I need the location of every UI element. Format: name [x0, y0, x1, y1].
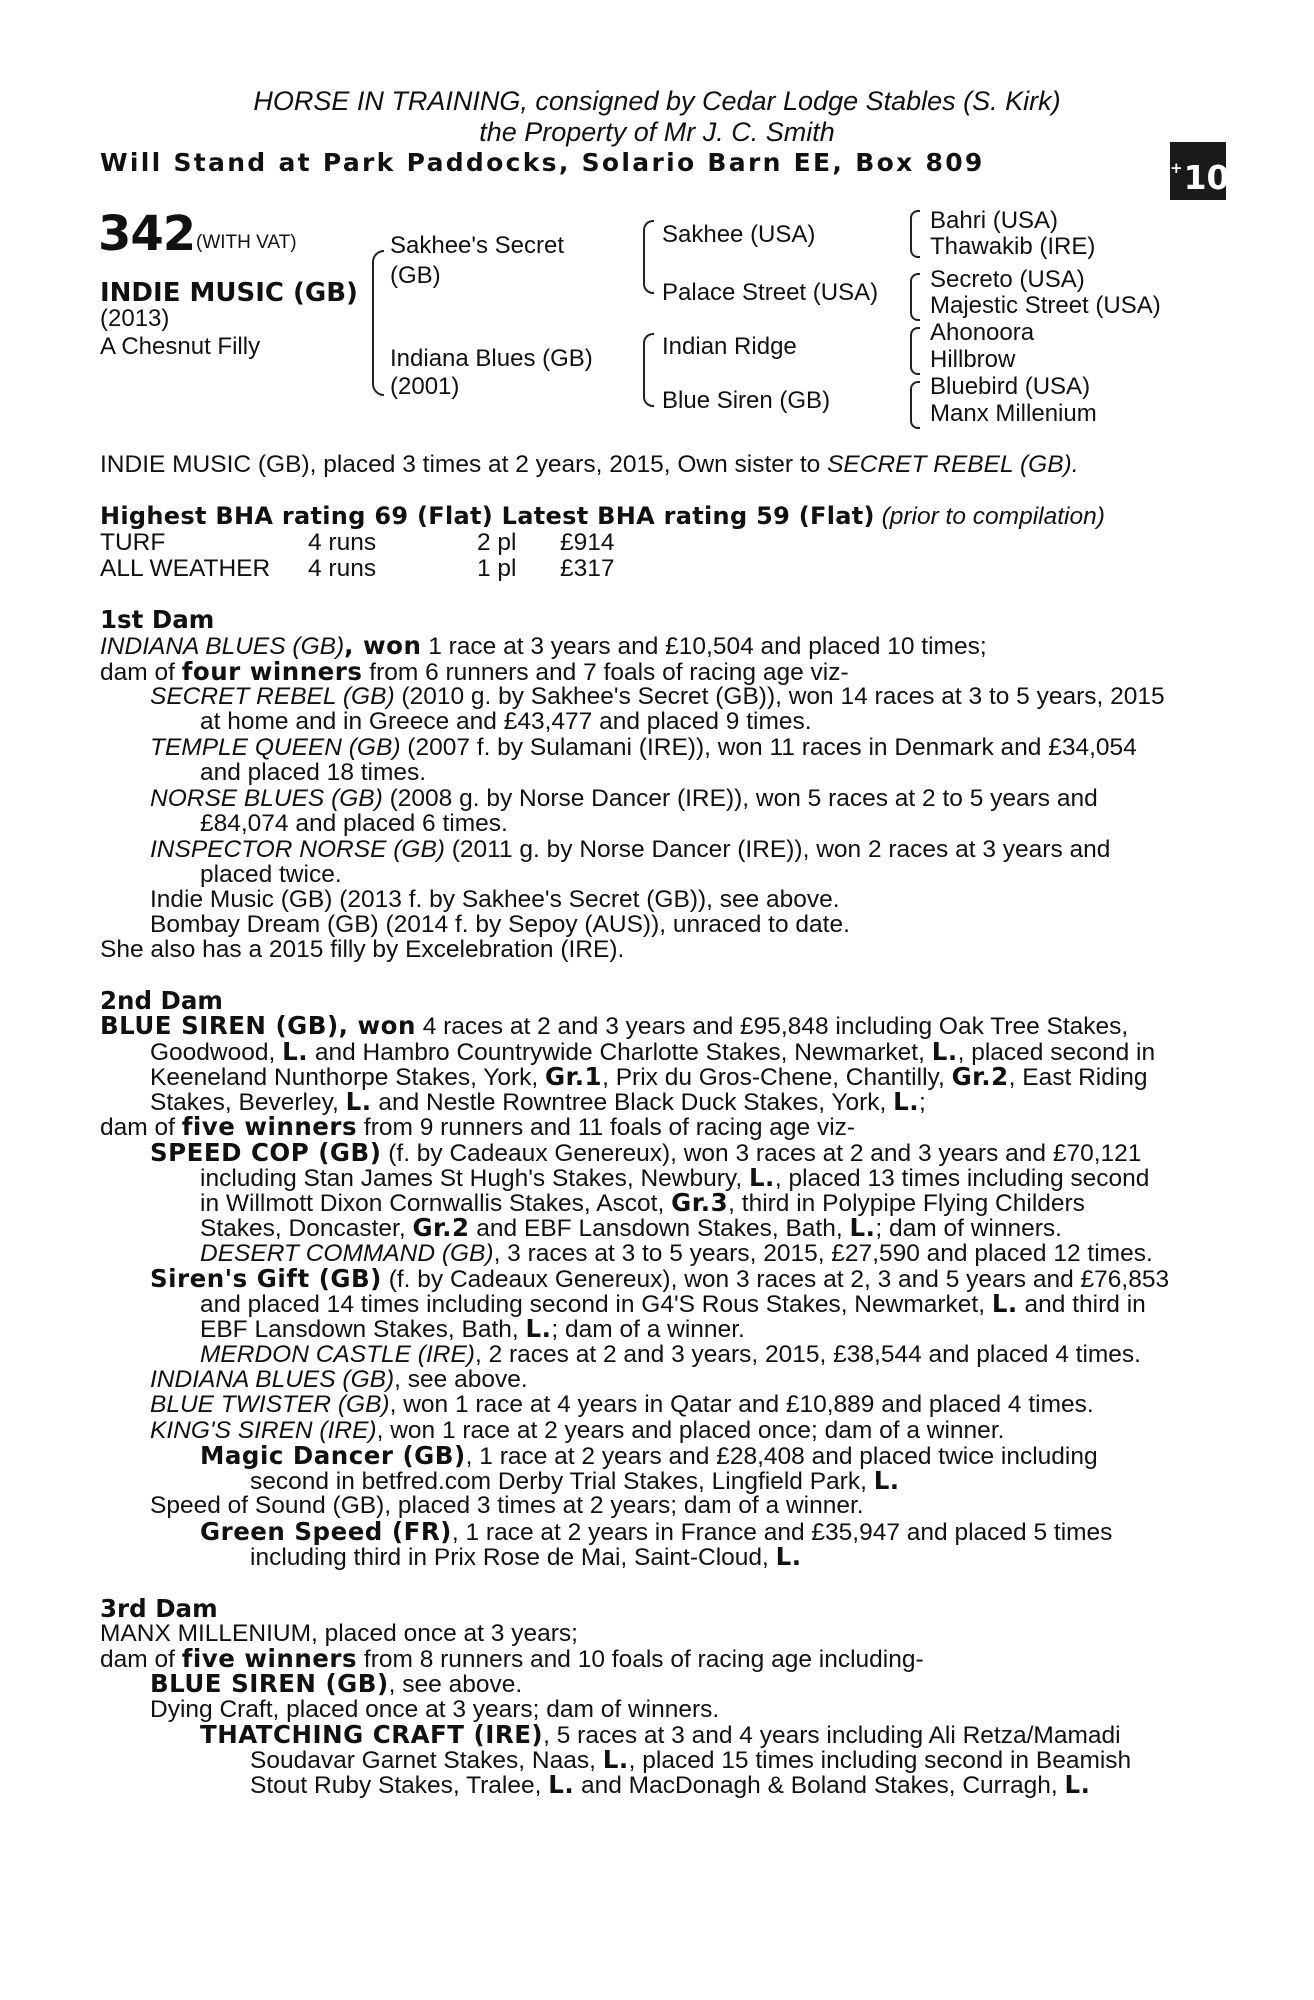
property-line: the Property of Mr J. C. Smith	[479, 117, 835, 147]
progeny-line: BLUE TWISTER (GB), won 1 race at 4 years in Qatar and £10,889 and placed 4 times.	[150, 1391, 1094, 1418]
progeny-line-cont: and placed 18 times.	[200, 759, 427, 786]
progeny-line: Dying Craft, placed once at 3 years; dam of winners.	[150, 1696, 720, 1723]
brace-ds	[910, 327, 920, 375]
progeny-line: SECRET REBEL (GB) (2010 g. by Sakhee's Secret (GB)), won 14 races at 3 to 5 years, 2015	[150, 683, 1165, 710]
grandprogeny-line: DESERT COMMAND (GB), 3 races at 3 to 5 years, 2015, £27,590 and placed 12 times.	[200, 1240, 1153, 1267]
progeny-line-cont: Stakes, Doncaster, Gr.2 and EBF Lansdown Stakes, Bath, L.; dam of winners.	[200, 1213, 1062, 1242]
brace-sire-dam	[372, 250, 384, 396]
progeny-line-cont: at home and in Greece and £43,477 and placed 9 times.	[200, 708, 812, 735]
grandprogeny-line: Magic Dancer (GB), 1 race at 2 years and £28,408 and placed twice including	[200, 1441, 1098, 1470]
bha-rating: Highest BHA rating 69 (Flat) Latest BHA rating 59 (Flat) (prior to compilation)	[100, 502, 1105, 530]
second-dam-line-cont: Goodwood, L. and Hambro Countrywide Charlotte Stakes, Newmarket, L., placed second in	[150, 1037, 1156, 1066]
sire-origin: (GB)	[390, 262, 441, 289]
record-placings: 1 pl	[477, 555, 517, 582]
horse-year: (2013)	[100, 305, 170, 332]
stand-location: Will Stand at Park Paddocks, Solario Barn EE, Box 809	[100, 148, 985, 177]
record-prize: £317	[560, 555, 615, 582]
sire-dam-sire: Secreto (USA)	[930, 266, 1085, 293]
progeny-line: Indie Music (GB) (2013 f. by Sakhee's Secret (GB)), see above.	[150, 886, 840, 913]
progeny-line-cont: EBF Lansdown Stakes, Bath, L.; dam of a winner.	[200, 1314, 745, 1343]
grandprogeny-line: THATCHING CRAFT (IRE), 5 races at 3 and 4 years including Ali Retza/Mamadi	[200, 1720, 1121, 1749]
progeny-line: Bombay Dream (GB) (2014 f. by Sepoy (AUS)), unraced to date.	[150, 911, 850, 938]
progeny-line: INSPECTOR NORSE (GB) (2011 g. by Norse Dancer (IRE)), won 2 races at 3 years and	[150, 836, 1111, 863]
third-dam-line: MANX MILLENIUM, placed once at 3 years;	[100, 1620, 578, 1647]
progeny-line-cont: including Stan James St Hugh's Stakes, Newbury, L., placed 13 times including second	[200, 1163, 1150, 1192]
second-dam-heading: 2nd Dam	[100, 986, 223, 1015]
progeny-line: NORSE BLUES (GB) (2008 g. by Norse Dancer (IRE)), won 5 races at 2 to 5 years and	[150, 785, 1098, 812]
sire-dam-dam: Majestic Street (USA)	[930, 292, 1161, 319]
lot-number: 342	[98, 206, 196, 262]
dam-dam: Blue Siren (GB)	[662, 387, 831, 414]
horse-description: A Chesnut Filly	[100, 333, 261, 360]
brace-sd	[910, 273, 920, 321]
consignor-line: HORSE IN TRAINING, consigned by Cedar Lodge Stables (S. Kirk)	[253, 86, 1061, 116]
progeny-line: SPEED COP (GB) (f. by Cadeaux Genereux), won 3 races at 2 and 3 years and £70,121	[150, 1138, 1142, 1167]
progeny-line: BLUE SIREN (GB), see above.	[150, 1669, 523, 1698]
grandprogeny-line-cont: Soudavar Garnet Stakes, Naas, L., placed 15 times including second in Beamish	[250, 1745, 1132, 1774]
dam-year: (2001)	[390, 373, 460, 400]
progeny-line-cont: placed twice.	[200, 861, 342, 888]
sire-dam: Palace Street (USA)	[662, 279, 879, 306]
progeny-line: Speed of Sound (GB), placed 3 times at 2 years; dam of a winner.	[150, 1492, 864, 1519]
record-surface: ALL WEATHER	[100, 555, 271, 582]
dam-sire-dam: Hillbrow	[930, 346, 1016, 373]
second-dam-line: BLUE SIREN (GB), won 4 races at 2 and 3 years and £95,848 including Oak Tree Stakes,	[100, 1011, 1129, 1040]
record-surface: TURF	[100, 529, 166, 556]
progeny-line: KING'S SIREN (IRE), won 1 race at 2 years and placed once; dam of a winner.	[150, 1417, 1005, 1444]
record-runs: 4 runs	[308, 555, 377, 582]
record-runs: 4 runs	[308, 529, 377, 556]
brace-dd	[910, 381, 920, 429]
brace-sire-parents	[643, 220, 654, 294]
sire: Sakhee's Secret	[390, 232, 565, 259]
progeny-line: TEMPLE QUEEN (GB) (2007 f. by Sulamani (IRE)), won 11 races in Denmark and £34,054	[150, 734, 1137, 761]
progeny-line: Siren's Gift (GB) (f. by Cadeaux Genereux), won 3 races at 2, 3 and 5 years and £76,853	[150, 1264, 1170, 1293]
sire-sire-sire: Bahri (USA)	[930, 207, 1059, 234]
dam-dam-sire: Bluebird (USA)	[930, 373, 1091, 400]
sire-sire-dam: Thawakib (IRE)	[930, 233, 1096, 260]
third-dam-produce-summary: dam of five winners from 8 runners and 10 foals of racing age including-	[100, 1644, 924, 1673]
grandprogeny-line: MERDON CASTLE (IRE), 2 races at 2 and 3 years, 2015, £38,544 and placed 4 times.	[200, 1341, 1141, 1368]
grandprogeny-line-cont: second in betfred.com Derby Trial Stakes, Lingfield Park, L.	[250, 1466, 900, 1495]
first-dam-heading: 1st Dam	[100, 605, 215, 634]
dam: Indiana Blues (GB)	[390, 345, 593, 372]
first-dam-line: INDIANA BLUES (GB), won 1 race at 3 years and £10,504 and placed 10 times;	[100, 631, 987, 660]
brace-ss	[910, 210, 920, 258]
vat-note: (WITH VAT)	[196, 232, 297, 253]
sire-sire: Sakhee (USA)	[662, 221, 816, 248]
grandprogeny-line-cont: including third in Prix Rose de Mai, Saint-Cloud, L.	[250, 1542, 802, 1571]
third-dam-heading: 3rd Dam	[100, 1594, 218, 1623]
first-dam-produce-summary: dam of four winners from 6 runners and 7 foals of racing age viz-	[100, 657, 849, 686]
dam-dam-dam: Manx Millenium	[930, 400, 1097, 427]
brace-dam-parents	[643, 333, 654, 407]
dam-sire: Indian Ridge	[662, 333, 797, 360]
horse-name: INDIE MUSIC (GB)	[100, 278, 358, 308]
progeny-line-cont: and placed 14 times including second in G4'S Rous Stakes, Newmarket, L. and third in	[200, 1289, 1146, 1318]
second-dam-line-cont: Keeneland Nunthorpe Stakes, York, Gr.1, Prix du Gros-Chene, Chantilly, Gr.2, East Riding	[150, 1062, 1148, 1091]
grandprogeny-line-cont: Stout Ruby Stakes, Tralee, L. and MacDonagh & Boland Stakes, Curragh, L.	[250, 1770, 1091, 1799]
second-dam-produce-summary: dam of five winners from 9 runners and 11 foals of racing age viz-	[100, 1112, 856, 1141]
second-dam-line-cont: Stakes, Beverley, L. and Nestle Rowntree Black Duck Stakes, York, L.;	[150, 1087, 926, 1116]
grandprogeny-line: Green Speed (FR), 1 race at 2 years in France and £35,947 and placed 5 times	[200, 1517, 1113, 1546]
progeny-line: INDIANA BLUES (GB), see above.	[150, 1366, 528, 1393]
record-prize: £914	[560, 529, 615, 556]
ten-plus-badge-icon: +10	[1170, 142, 1226, 200]
race-summary: INDIE MUSIC (GB), placed 3 times at 2 years, 2015, Own sister to SECRET REBEL (GB).	[100, 451, 1079, 478]
progeny-line-cont: £84,074 and placed 6 times.	[200, 810, 508, 837]
foal-note: She also has a 2015 filly by Excelebration (IRE).	[100, 936, 625, 963]
progeny-line-cont: in Willmott Dixon Cornwallis Stakes, Ascot, Gr.3, third in Polypipe Flying Childers	[200, 1188, 1085, 1217]
record-placings: 2 pl	[477, 529, 517, 556]
dam-sire-sire: Ahonoora	[930, 319, 1035, 346]
